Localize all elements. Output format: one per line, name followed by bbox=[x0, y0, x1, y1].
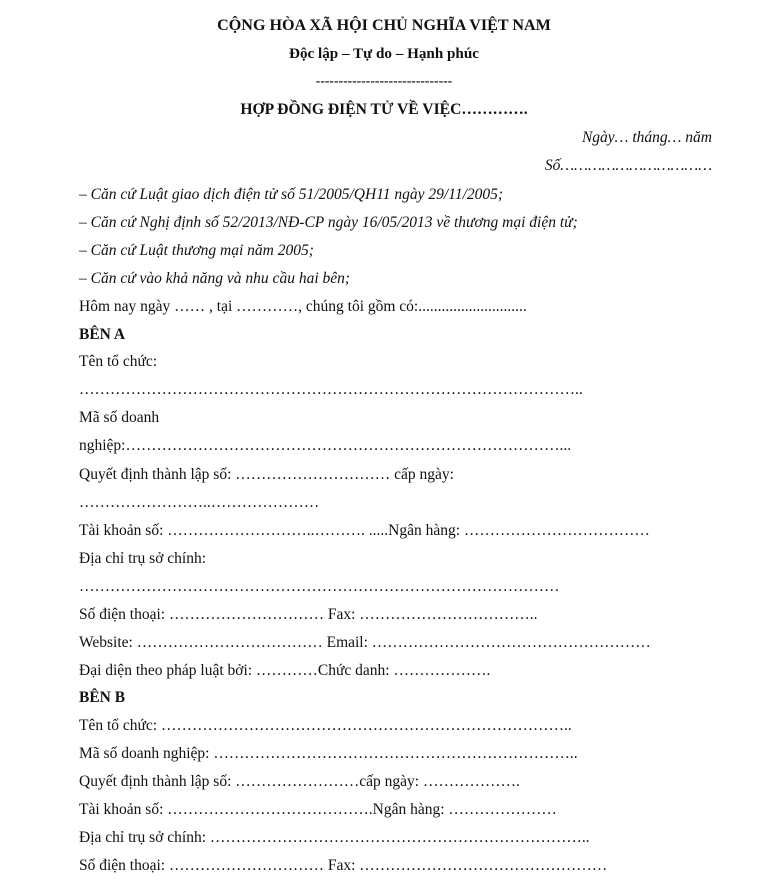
date-line: Ngày… tháng… năm bbox=[581, 129, 712, 146]
country-heading: CỘNG HÒA XÃ HỘI CHỦ NGHĨA VIỆT NAM bbox=[217, 17, 551, 34]
party-a-address-field: ………………………………………………………………………………… bbox=[79, 578, 560, 595]
party-a-address-label: Địa chỉ trụ sở chính: bbox=[79, 550, 207, 567]
party-b-heading: BÊN B bbox=[79, 689, 126, 706]
legal-basis-2: – Căn cứ Nghị định số 52/2013/NĐ-CP ngày 16/05/2013 về thương mại điện tử; bbox=[79, 214, 578, 231]
party-a-establishment-field: ……………………..………………… bbox=[79, 494, 320, 511]
party-b-tax-code-line: Mã số doanh nghiệp: …………………………………………………………….. bbox=[79, 745, 578, 762]
party-a-org-name-label: Tên tổ chức: bbox=[79, 353, 158, 370]
party-a-bank-line: Tài khoản số: ………………………..………. .....Ngân hàng: ……………………………… bbox=[79, 522, 650, 539]
party-a-tax-code-label: Mã số doanh bbox=[79, 409, 160, 426]
legal-basis-3: – Căn cứ Luật thương mại năm 2005; bbox=[79, 242, 314, 259]
party-b-address-line: Địa chỉ trụ sở chính: ……………………………………………………………….. bbox=[79, 829, 590, 846]
contract-number-line: Số…………………………… bbox=[544, 157, 712, 174]
party-b-org-name-line: Tên tổ chức: …………………………………………………………………….. bbox=[79, 717, 572, 734]
heading-separator: ------------------------------ bbox=[315, 73, 453, 88]
national-motto: Độc lập – Tự do – Hạnh phúc bbox=[289, 46, 479, 62]
contract-title: HỢP ĐỒNG ĐIỆN TỬ VỀ VIỆC…………. bbox=[240, 101, 528, 118]
party-a-tax-code-field: nghiệp:…………………………………………………………………………... bbox=[79, 437, 572, 454]
party-b-phone-fax-line: Số điện thoại: ………………………… Fax: ………………………………………… bbox=[79, 857, 608, 874]
party-a-establishment-line: Quyết định thành lập số: ………………………… cấp ngày: bbox=[79, 466, 454, 483]
intro-line: Hôm nay ngày …… , tại …………, chúng tôi gồm có:............................ bbox=[79, 298, 527, 315]
party-a-heading: BÊN A bbox=[79, 326, 126, 343]
party-b-bank-line: Tài khoản số: ………………………………….Ngân hàng: ………………… bbox=[79, 801, 557, 818]
party-a-phone-fax-line: Số điện thoại: ………………………… Fax: …………………………….. bbox=[79, 606, 538, 623]
party-a-org-name-field: …………………………………………………………………………………….. bbox=[79, 381, 583, 398]
party-a-web-email-line: Website: ……………………………… Email: ……………………………………………… bbox=[79, 634, 651, 651]
legal-basis-1: – Căn cứ Luật giao dịch điện tử số 51/2005/QH11 ngày 29/11/2005; bbox=[79, 186, 504, 203]
legal-basis-4: – Căn cứ vào khả năng và nhu cầu hai bên; bbox=[79, 270, 351, 287]
party-b-establishment-line: Quyết định thành lập số: ……………………cấp ngày: ………………. bbox=[79, 773, 520, 790]
party-a-representative-line: Đại diện theo pháp luật bởi: …………Chức danh: ………………. bbox=[79, 662, 491, 679]
